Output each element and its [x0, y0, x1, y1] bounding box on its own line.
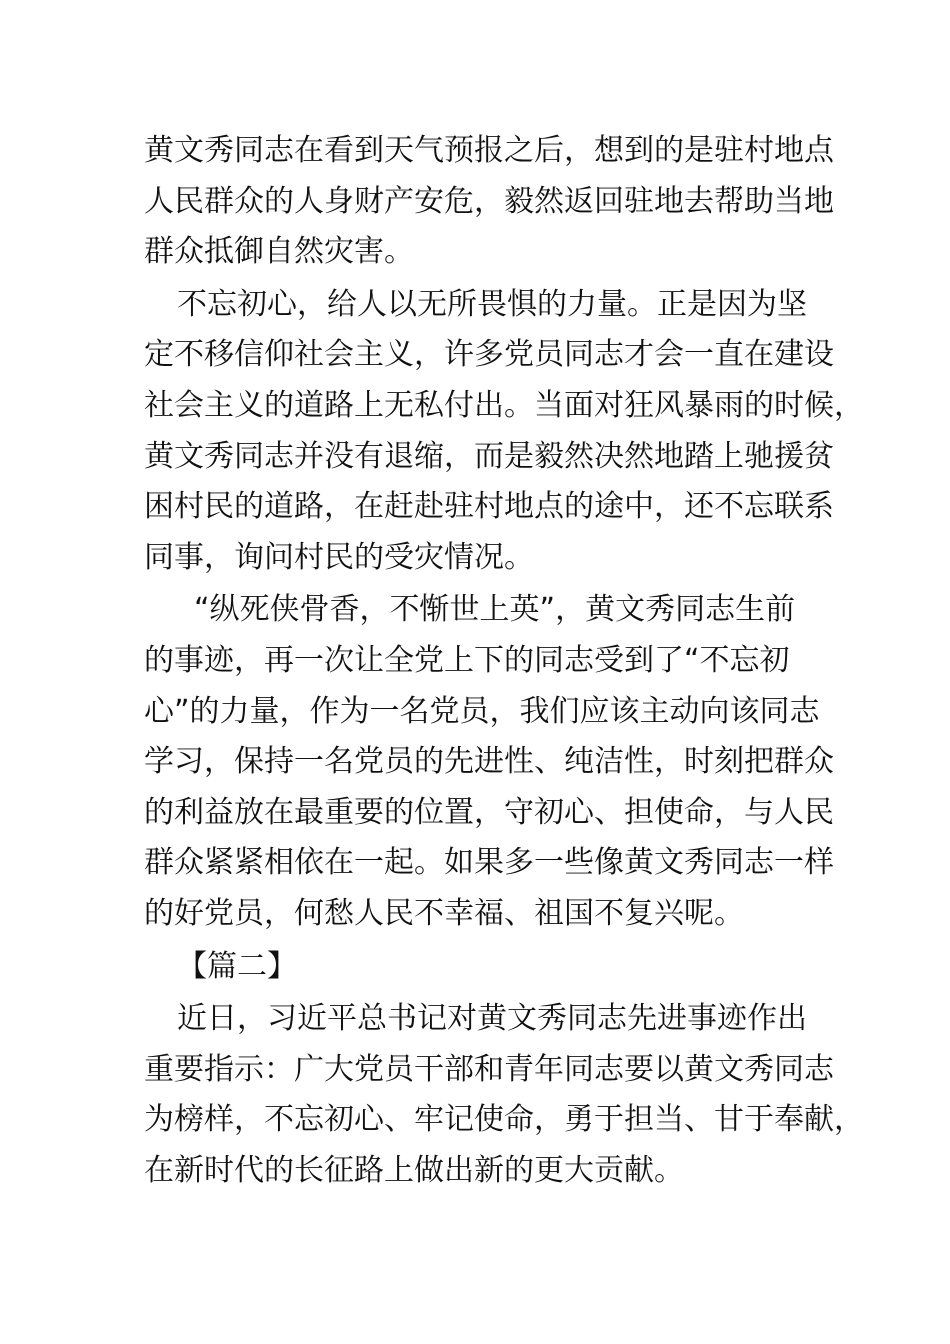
text-line: “纵死侠骨香，不惭世上英”，黄文秀同志生前 [194, 592, 796, 628]
text-line: 重要指示：广大党员干部和青年同志要以黄文秀同志 [144, 1051, 834, 1087]
document-body [144, 126, 864, 1198]
paragraph-4 [144, 994, 864, 1196]
text-line: 社会主义的道路上无私付出。当面对狂风暴雨的时候， [144, 387, 864, 423]
text-line: 不忘初心，给人以无所畏惧的力量。正是因为坚 [177, 286, 807, 322]
text-line: 的事迹，再一次让全党上下的同志受到了“不忘初 [144, 642, 790, 678]
text-line: 定不移信仰社会主义，许多党员同志才会一直在建设 [144, 337, 834, 373]
paragraph-3 [144, 585, 834, 939]
text-line: 群众紧紧相依在一起。如果多一些像黄文秀同志一样 [144, 845, 834, 881]
text-line: 群众抵御自然灾害。 [144, 234, 414, 270]
text-line: 近日，习近平总书记对黄文秀同志先进事迹作出 [177, 1001, 807, 1037]
text-line: 人民群众的人身财产安危，毅然返回驻地去帮助当地 [144, 183, 834, 219]
text-line: 的利益放在最重要的位置，守初心、担使命，与人民 [144, 794, 834, 830]
section-title: 【篇二】 [177, 948, 297, 984]
paragraph-1 [144, 126, 834, 278]
text-line: 黄文秀同志并没有退缩，而是毅然决然地踏上驰援贫 [144, 438, 834, 474]
text-line: 学习，保持一名党员的先进性、纯洁性，时刻把群众 [144, 744, 834, 780]
text-line: 在新时代的长征路上做出新的更大贡献。 [144, 1152, 684, 1188]
text-line: 黄文秀同志在看到天气预报之后，想到的是驻村地点 [144, 133, 834, 168]
text-line: 心”的力量，作为一名党员，我们应该主动向该同志 [144, 693, 820, 729]
text-line: 困村民的道路，在赶赴驻村地点的途中，还不忘联系 [144, 489, 834, 525]
text-line: 为榜样，不忘初心、牢记使命，勇于担当、甘于奉献， [144, 1102, 864, 1138]
text-line: 同事，询问村民的受灾情况。 [144, 539, 534, 575]
text-line: 的好党员，何愁人民不幸福、祖国不复兴呢。 [144, 895, 744, 931]
section-heading [144, 942, 814, 993]
paragraph-2 [144, 280, 864, 584]
